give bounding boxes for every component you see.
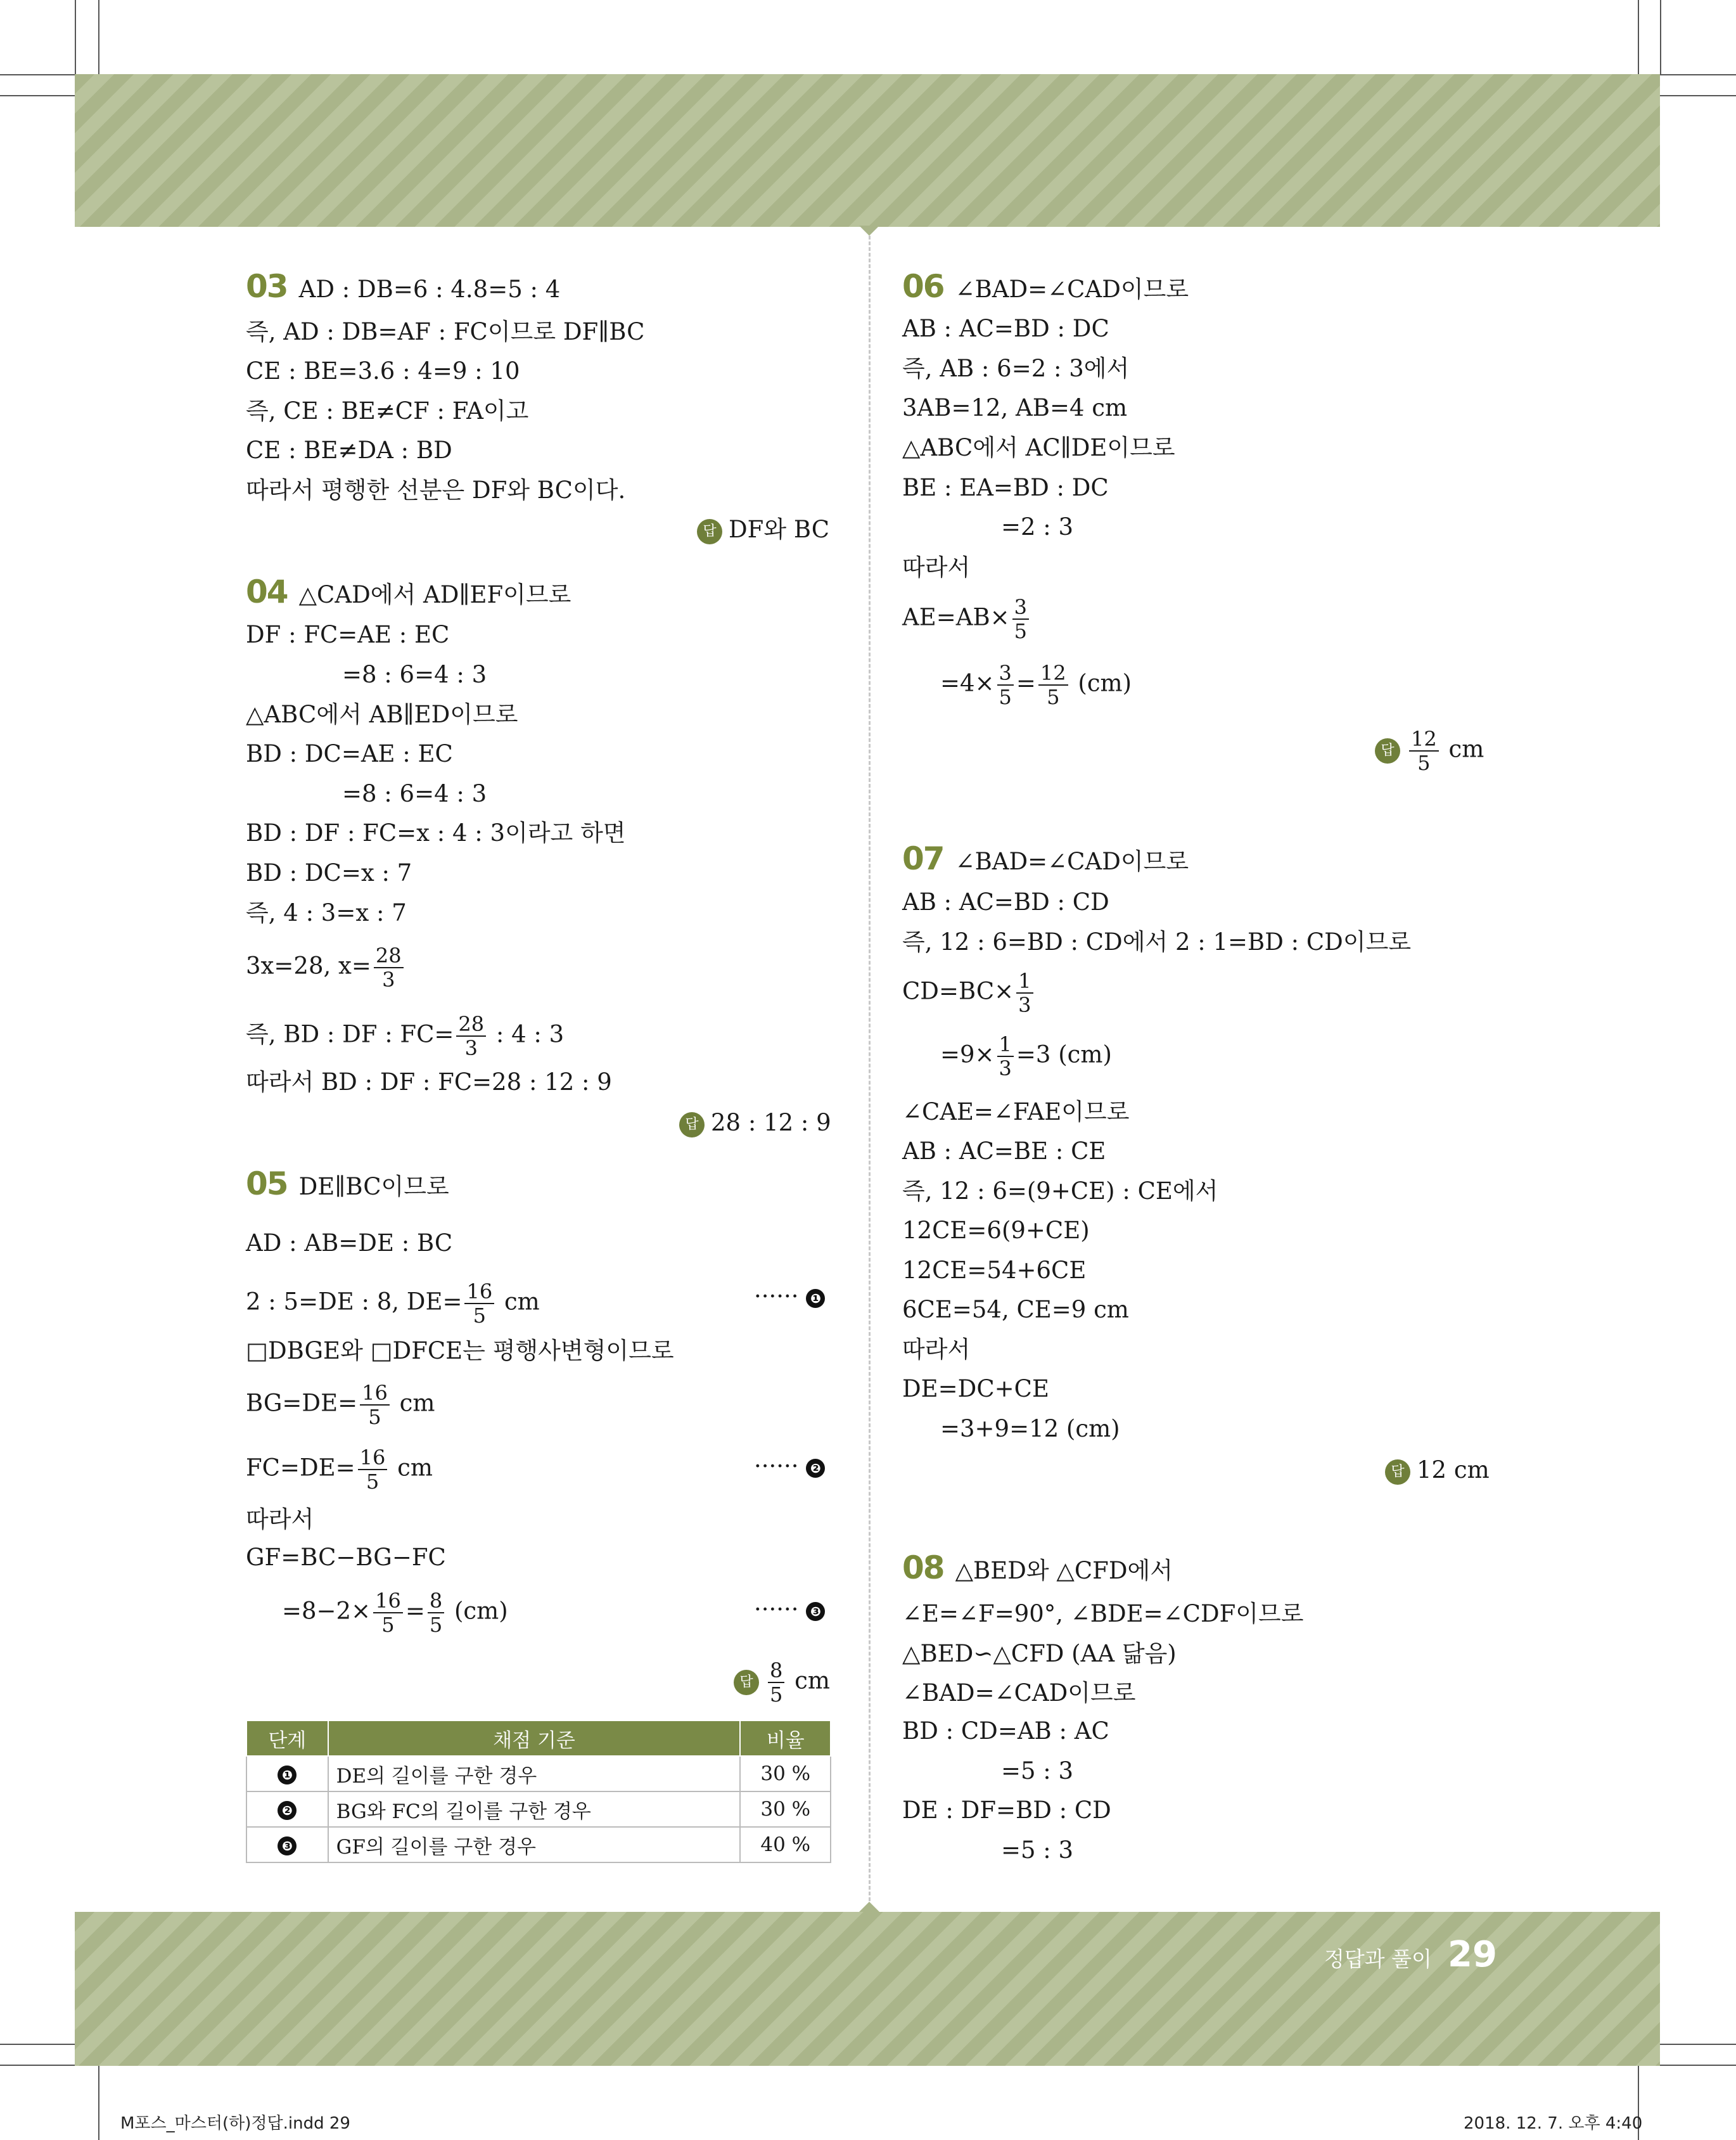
header-notch xyxy=(859,226,879,236)
crop-mark xyxy=(1660,2065,1736,2066)
problem-07-line-12: 따라서 xyxy=(902,1336,971,1363)
fraction: $\frac{28}{3}$ xyxy=(374,944,404,991)
problem-number: 07 xyxy=(902,840,944,877)
crop-mark xyxy=(0,74,75,75)
crop-mark xyxy=(98,0,99,74)
answer-badge: 답 xyxy=(1385,1459,1410,1485)
problem-04-line-5: BD : DC=AE : EC xyxy=(246,740,453,767)
problem-05-line-4: □DBGE와 □DFCE는 평행사변형이므로 xyxy=(246,1337,674,1364)
problem-04-line-9: 즉, 4 : 3=x : 7 xyxy=(246,899,407,926)
table-row: ❸ GF의 길이를 구한 경우 40 % xyxy=(246,1827,831,1862)
problem-04-line-12: 따라서 BD : DF : FC=28 : 12 : 9 xyxy=(246,1068,612,1096)
problem-07-line-10: 12CE=54+6CE xyxy=(902,1257,1087,1284)
crop-mark xyxy=(1660,2044,1736,2045)
step-marker-3: ······ ❸ xyxy=(754,1596,825,1624)
answer-badge: 답 xyxy=(697,519,722,544)
problem-04-line-6: =8 : 6=4 : 3 xyxy=(342,780,487,807)
problem-04-line-1: 04 △CAD에서 AD∥EF이므로 xyxy=(246,573,571,610)
table-row: ❷ BG와 FC의 길이를 구한 경우 30 % xyxy=(246,1791,831,1827)
footer-band xyxy=(75,1912,1660,2066)
problem-07-line-2: AB : AC=BD : CD xyxy=(902,888,1109,916)
problem-03-line-6: 따라서 평행한 선분은 DF와 BC이다. xyxy=(246,477,626,504)
problem-05-line-5: BG=DE= $\frac{16}{5}$ cm xyxy=(246,1381,435,1429)
problem-03-line-1: 03 AD : DB=6 : 4.8=5 : 4 xyxy=(246,268,561,305)
fraction: $\frac{12}{5}$ xyxy=(1038,662,1068,708)
answer-badge: 답 xyxy=(734,1670,759,1695)
problem-08-line-8: =5 : 3 xyxy=(1001,1836,1074,1864)
problem-06-line-8: 따라서 xyxy=(902,554,971,581)
problem-05-line-3: 2 : 5=DE : 8, DE= $\frac{16}{5}$ cm xyxy=(246,1279,540,1328)
fraction: $\frac{8}{5}$ xyxy=(768,1659,784,1706)
problem-06-line-2: AB : AC=BD : DC xyxy=(902,315,1109,342)
crop-mark xyxy=(1660,74,1736,75)
problem-08-line-5: BD : CD=AB : AC xyxy=(902,1717,1109,1745)
problem-04-line-7: BD : DF : FC=x : 4 : 3이라고 하면 xyxy=(246,819,626,847)
page-number: 29 xyxy=(1448,1934,1497,1975)
problem-03-line-4: 즉, CE : BE≠CF : FA이고 xyxy=(246,397,529,425)
problem-04-line-10: 3x=28, x= $\frac{28}{3}$ xyxy=(246,944,406,991)
problem-05-answer: 답 $\frac{8}{5}$ cm xyxy=(734,1659,830,1706)
table-row: ❶ DE의 길이를 구한 경우 30 % xyxy=(246,1756,831,1791)
problem-04-line-2: DF : FC=AE : EC xyxy=(246,621,450,648)
problem-06-line-6: BE : EA=BD : DC xyxy=(902,474,1109,501)
problem-06-line-9: AE=AB× $\frac{3}{5}$ xyxy=(902,596,1031,643)
problem-06-line-10: =4× $\frac{3}{5}$ = $\frac{12}{5}$ (cm) xyxy=(940,661,1132,709)
problem-07-line-1: 07 ∠BAD=∠CAD이므로 xyxy=(902,840,1189,877)
crop-mark xyxy=(75,0,76,74)
problem-07-line-5: =9× $\frac{1}{3}$ =3 (cm) xyxy=(940,1032,1112,1080)
problem-05-line-8: GF=BC−BG−FC xyxy=(246,1544,446,1571)
problem-07-line-9: 12CE=6(9+CE) xyxy=(902,1217,1090,1244)
problem-07-line-4: CD=BC× $\frac{1}{3}$ xyxy=(902,970,1036,1016)
table-header-step: 단계 xyxy=(246,1720,328,1756)
problem-04-line-8: BD : DC=x : 7 xyxy=(246,859,412,887)
crop-mark xyxy=(0,95,75,96)
table-header-ratio: 비율 xyxy=(740,1720,831,1756)
column-divider xyxy=(869,236,871,1901)
problem-06-line-5: △ABC에서 AC∥DE이므로 xyxy=(902,434,1175,461)
fraction: $\frac{12}{5}$ xyxy=(1409,727,1439,774)
problem-04-line-4: △ABC에서 AB∥ED이므로 xyxy=(246,701,518,728)
problem-08-line-2: ∠E=∠F=90°, ∠BDE=∠CDF이므로 xyxy=(902,1600,1304,1627)
fraction: $\frac{16}{5}$ xyxy=(373,1589,403,1636)
problem-07-line-13: DE=DC+CE xyxy=(902,1375,1049,1402)
problem-07-line-11: 6CE=54, CE=9 cm xyxy=(902,1296,1129,1323)
problem-03-line-3: CE : BE=3.6 : 4=9 : 10 xyxy=(246,357,520,385)
step-marker-1: ······ ❶ xyxy=(754,1283,825,1310)
problem-06-line-3: 즉, AB : 6=2 : 3에서 xyxy=(902,355,1130,382)
table-header-criteria: 채점 기준 xyxy=(328,1720,741,1756)
problem-06-answer: 답 $\frac{12}{5}$ cm xyxy=(1375,727,1484,774)
problem-05-line-7: 따라서 xyxy=(246,1506,314,1533)
fraction: $\frac{16}{5}$ xyxy=(358,1446,388,1493)
problem-06-line-1: 06 ∠BAD=∠CAD이므로 xyxy=(902,268,1189,305)
crop-mark xyxy=(1638,0,1639,74)
print-info-date: 2018. 12. 7. 오후 4:40 xyxy=(1464,2114,1643,2133)
problem-04-line-11: 즉, BD : DF : FC= $\frac{28}{3}$ : 4 : 3 xyxy=(246,1012,565,1060)
crop-mark xyxy=(98,2066,99,2140)
problem-number: 08 xyxy=(902,1549,944,1586)
crop-mark xyxy=(0,2044,75,2045)
fraction: $\frac{28}{3}$ xyxy=(456,1013,486,1060)
fraction: $\frac{1}{3}$ xyxy=(997,1033,1014,1080)
fraction: $\frac{16}{5}$ xyxy=(360,1381,390,1428)
problem-06-line-7: =2 : 3 xyxy=(1001,513,1074,541)
print-info-file: M포스_마스터(하)정답.indd 29 xyxy=(120,2114,350,2133)
problem-05-line-6: FC=DE= $\frac{16}{5}$ cm xyxy=(246,1445,433,1494)
problem-number: 03 xyxy=(246,268,288,305)
fraction: $\frac{16}{5}$ xyxy=(464,1280,494,1327)
problem-07-answer: 답 12 cm xyxy=(1385,1456,1490,1485)
fraction: $\frac{1}{3}$ xyxy=(1016,970,1033,1016)
problem-number: 06 xyxy=(902,268,944,305)
answer-badge: 답 xyxy=(679,1112,705,1137)
crop-mark xyxy=(0,2065,75,2066)
footer-label: 정답과 풀이 xyxy=(1324,1947,1432,1971)
problem-07-line-3: 즉, 12 : 6=BD : CD에서 2 : 1=BD : CD이므로 xyxy=(902,928,1412,956)
problem-number: 05 xyxy=(246,1165,288,1202)
problem-08-line-4: ∠BAD=∠CAD이므로 xyxy=(902,1679,1136,1707)
crop-mark xyxy=(1660,95,1736,96)
problem-03-line-2: 즉, AD : DB=AF : FC이므로 DF∥BC xyxy=(246,318,645,345)
problem-06-line-4: 3AB=12, AB=4 cm xyxy=(902,394,1128,421)
answer-badge: 답 xyxy=(1375,738,1400,764)
footer-notch xyxy=(859,1902,879,1912)
problem-08-line-3: △BED∽△CFD (AA 닮음) xyxy=(902,1640,1177,1667)
problem-04-answer: 답 28 : 12 : 9 xyxy=(679,1109,831,1137)
fraction: $\frac{3}{5}$ xyxy=(997,662,1014,708)
problem-05-line-9: =8−2× $\frac{16}{5}$ = $\frac{8}{5}$ (cm) xyxy=(282,1589,508,1637)
problem-07-line-14: =3+9=12 (cm) xyxy=(940,1415,1120,1442)
problem-05-line-2: AD : AB=DE : BC xyxy=(246,1229,453,1257)
fraction: $\frac{8}{5}$ xyxy=(428,1589,444,1636)
problem-number: 04 xyxy=(246,573,288,610)
crop-mark xyxy=(1660,0,1661,74)
problem-03-answer: 답 DF와 BC xyxy=(697,516,829,544)
problem-07-line-7: AB : AC=BE : CE xyxy=(902,1137,1106,1165)
problem-08-line-6: =5 : 3 xyxy=(1001,1757,1074,1784)
header-band xyxy=(75,74,1660,227)
problem-05-line-1: 05 DE∥BC이므로 xyxy=(246,1165,449,1202)
problem-04-line-3: =8 : 6=4 : 3 xyxy=(342,661,487,688)
problem-08-line-7: DE : DF=BD : CD xyxy=(902,1797,1111,1824)
step-marker-2: ······ ❷ xyxy=(754,1452,825,1480)
scoring-table xyxy=(246,1720,831,1863)
problem-07-line-8: 즉, 12 : 6=(9+CE) : CE에서 xyxy=(902,1177,1218,1205)
fraction: $\frac{3}{5}$ xyxy=(1012,596,1029,643)
problem-03-line-5: CE : BE≠DA : BD xyxy=(246,437,452,464)
problem-08-line-1: 08 △BED와 △CFD에서 xyxy=(902,1549,1173,1586)
problem-07-line-6: ∠CAE=∠FAE이므로 xyxy=(902,1098,1130,1125)
